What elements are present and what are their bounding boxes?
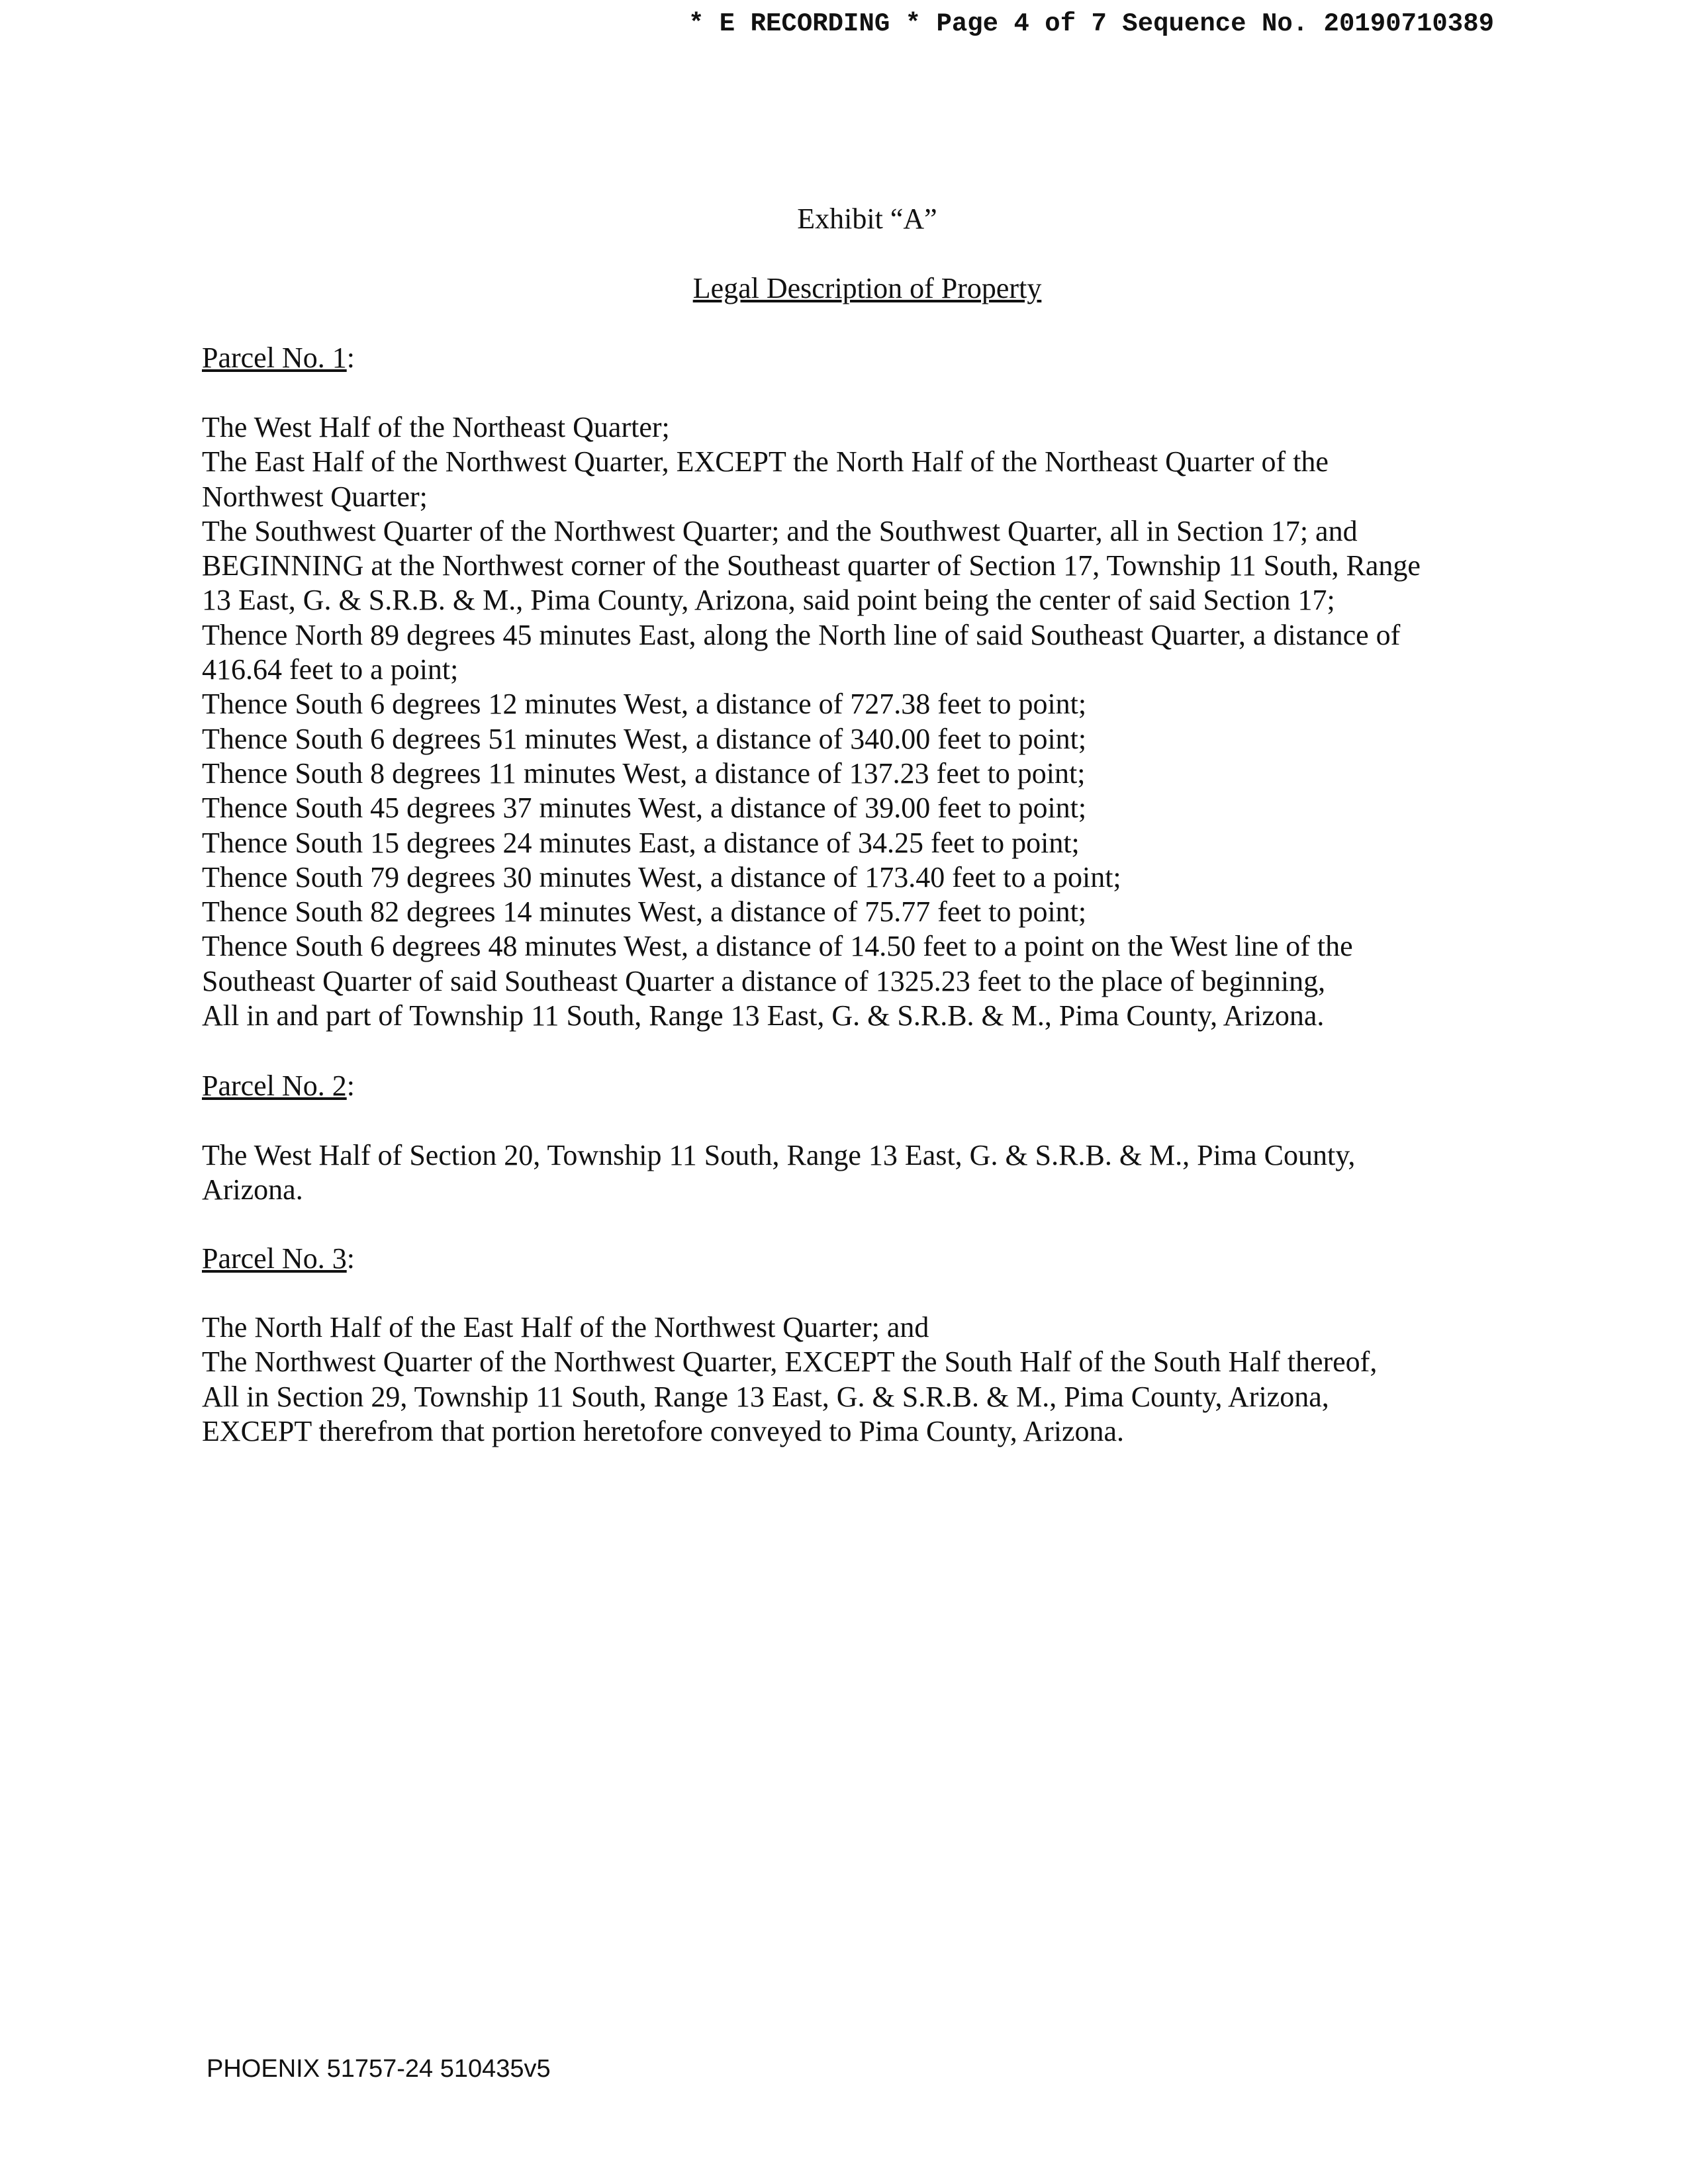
parcel-2-label: Parcel No. 2	[202, 1069, 347, 1102]
parcel-2-description	[202, 1138, 1526, 1208]
parcel-1-line: All in and part of Township 11 South, Range 13 East, G. & S.R.B. & M., Pima County, Arizona.	[202, 999, 1325, 1032]
parcel-1-line: Thence South 45 degrees 37 minutes West, a distance of 39.00 feet to point;	[202, 792, 1087, 825]
parcel-1-line: The East Half of the Northwest Quarter, EXCEPT the North Half of the Northeast Quarter of the	[202, 445, 1329, 478]
parcel-1-line: Thence South 6 degrees 48 minutes West, a distance of 14.50 feet to a point on the West line of the	[202, 930, 1353, 963]
parcel-3-line: EXCEPT therefrom that portion heretofore conveyed to Pima County, Arizona.	[202, 1414, 1125, 1447]
parcel-1-line: Southeast Quarter of said Southeast Quarter a distance of 1325.23 feet to the place of beginning,	[202, 964, 1326, 997]
parcel-1-line: Thence South 82 degrees 14 minutes West, a distance of 75.77 feet to point;	[202, 895, 1087, 929]
exhibit-subtitle: Legal Description of Property	[692, 272, 1042, 304]
parcel-2-heading: Parcel No. 2:	[202, 1069, 355, 1102]
parcel-1-line: 416.64 feet to a point;	[202, 653, 459, 686]
parcel-1-line: 13 East, G. & S.R.B. & M., Pima County, Arizona, said point being the center of said Section 17;	[202, 584, 1335, 617]
parcel-1-line: Thence North 89 degrees 45 minutes East, along the North line of said Southeast Quarter, a distance of	[202, 618, 1401, 651]
parcel-1-line: The Southwest Quarter of the Northwest Quarter; and the Southwest Quarter, all in Section 17; and	[202, 514, 1358, 547]
parcel-3-line: The North Half of the East Half of the Northwest Quarter; and	[202, 1311, 929, 1343]
parcel-3-label: Parcel No. 3	[202, 1242, 347, 1275]
parcel-1-label: Parcel No. 1	[202, 341, 347, 374]
recording-header: * E RECORDING * Page 4 of 7 Sequence No. 20190710389	[688, 9, 1494, 38]
parcel-1-line: Thence South 8 degrees 11 minutes West, a distance of 137.23 feet to point;	[202, 756, 1086, 790]
parcel-3-line: The Northwest Quarter of the Northwest Quarter, EXCEPT the South Half of the South Half thereof,	[202, 1345, 1378, 1379]
parcel-1-line: Thence South 6 degrees 51 minutes West, a distance of 340.00 feet to point;	[202, 722, 1087, 755]
parcel-3-line: All in Section 29, Township 11 South, Range 13 East, G. & S.R.B. & M., Pima County, Arizona,	[202, 1380, 1329, 1413]
parcel-1-heading: Parcel No. 1:	[202, 341, 355, 374]
parcel-1-line: BEGINNING at the Northwest corner of the Southeast quarter of Section 17, Township 11 South, Range	[202, 549, 1421, 582]
parcel-3-description	[202, 1310, 1526, 1449]
parcel-1-description	[202, 410, 1526, 1033]
document-id-footer: PHOENIX 51757-24 510435v5	[207, 2055, 551, 2083]
parcel-1-line: Thence South 79 degrees 30 minutes West, a distance of 173.40 feet to a point;	[202, 860, 1121, 893]
parcel-3-heading: Parcel No. 3:	[202, 1242, 355, 1275]
parcel-1-line: Thence South 15 degrees 24 minutes East, a distance of 34.25 feet to point;	[202, 826, 1080, 859]
parcel-1-line: The West Half of the Northeast Quarter;	[202, 411, 670, 443]
parcel-2-line: Arizona.	[202, 1173, 303, 1206]
parcel-1-line: Thence South 6 degrees 12 minutes West, a distance of 727.38 feet to point;	[202, 688, 1087, 721]
exhibit-title: Exhibit “A”	[797, 203, 937, 235]
parcel-1-line: Northwest Quarter;	[202, 480, 428, 513]
parcel-2-line: The West Half of Section 20, Township 11 South, Range 13 East, G. & S.R.B. & M., Pima County,	[202, 1139, 1356, 1171]
